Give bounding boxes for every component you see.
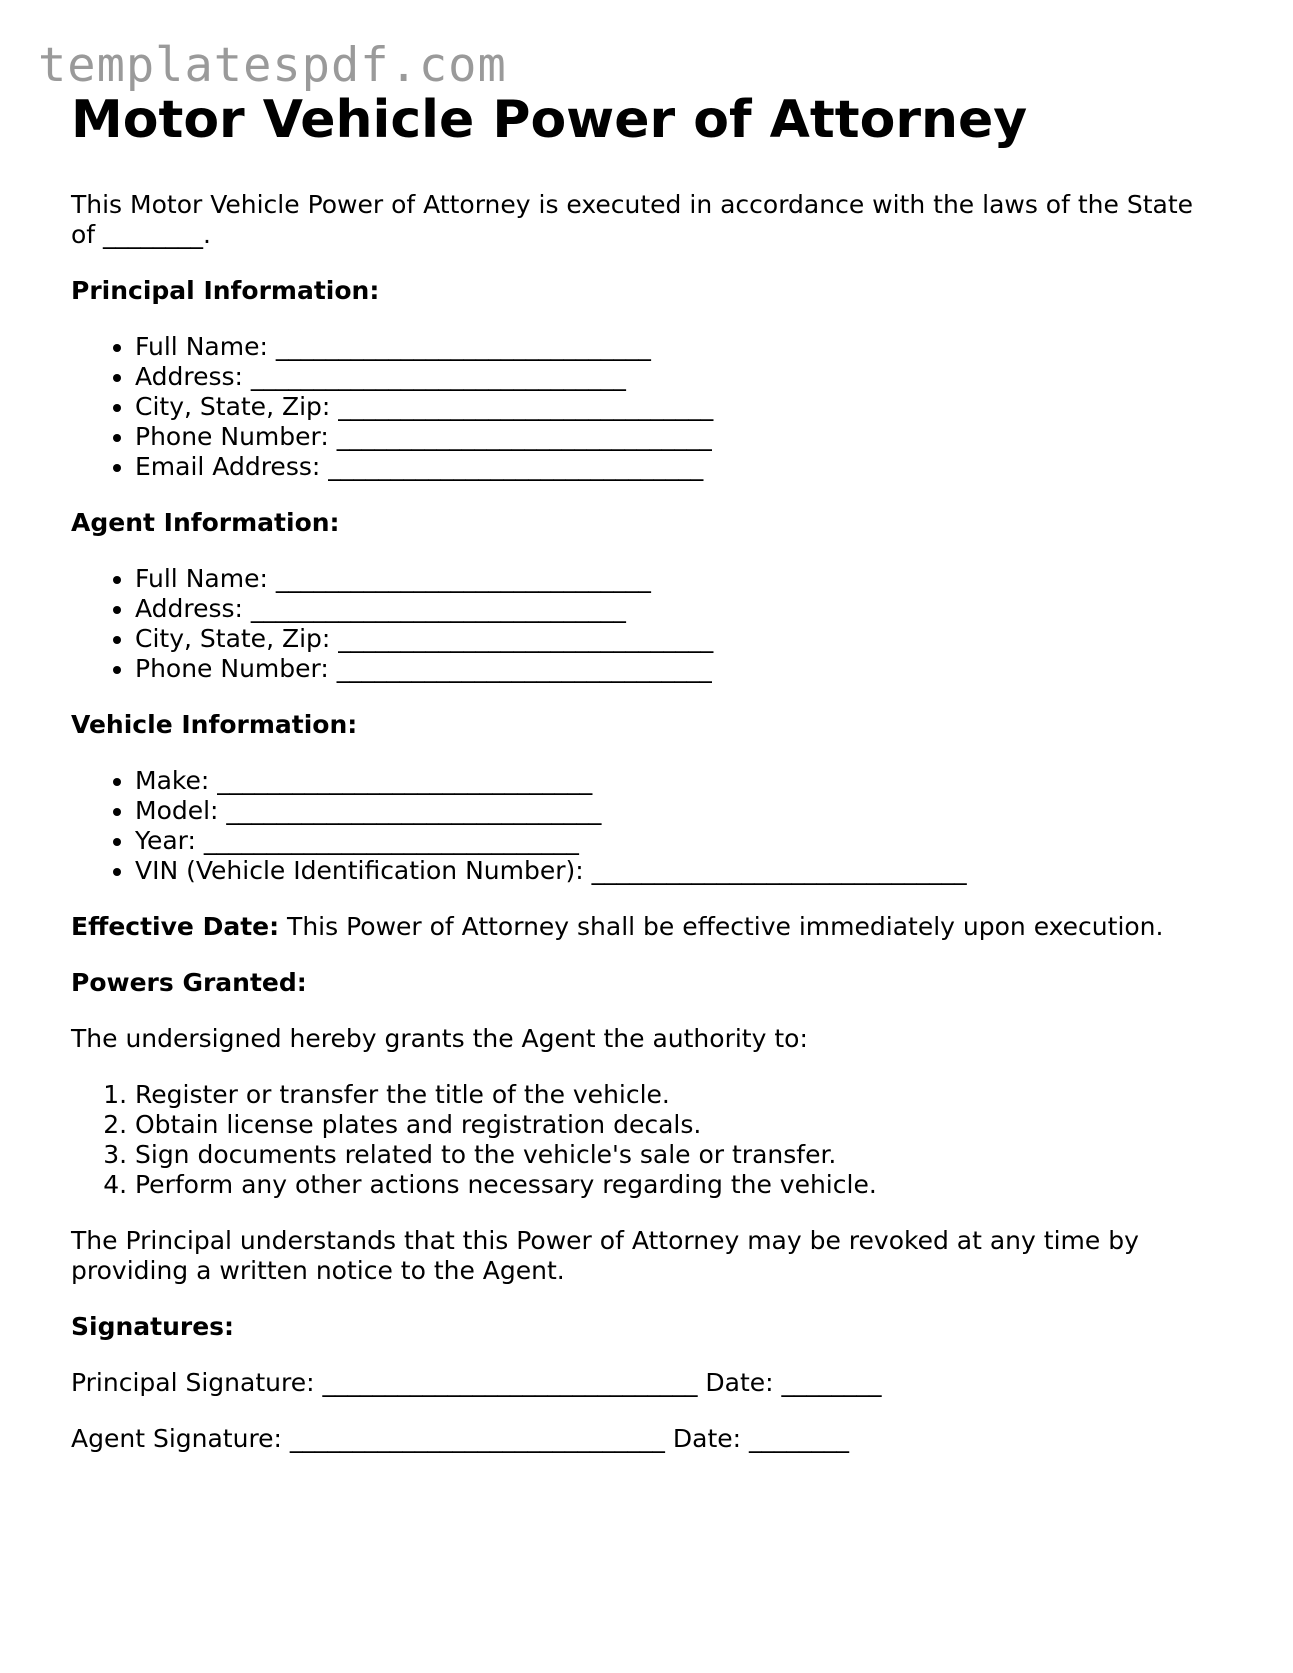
power-item: 4. Perform any other actions necessary regarding the vehicle. [135,1170,1221,1200]
document-title: Motor Vehicle Power of Attorney [71,90,1028,150]
agent-fields-list [71,564,1221,684]
watermark-text: templatespdf.com [38,38,507,93]
agent-city-state-zip-field: • City, State, Zip: ______________________________ [135,624,1221,654]
agent-heading: Agent Information: [71,508,340,537]
power-item: 3. Sign documents related to the vehicle's sale or transfer. [135,1140,1221,1170]
vehicle-vin-field: • VIN (Vehicle Identification Number): ______________________________ [135,856,1221,886]
agent-address-field: • Address: ______________________________ [135,594,1221,624]
principal-fields-list [71,332,1221,482]
principal-address-field: • Address: ______________________________ [135,362,1221,392]
effective-date-label: Effective Date: [71,912,280,941]
principal-phone-field: • Phone Number: ______________________________ [135,422,1221,452]
signatures-heading: Signatures: [71,1312,235,1341]
powers-list [71,1080,1221,1200]
vehicle-year-field: • Year: ______________________________ [135,826,1221,856]
principal-heading: Principal Information: [71,276,380,305]
principal-signature-line: Principal Signature: ______________________________ Date: ________ [71,1368,882,1397]
power-item: 1. Register or transfer the title of the vehicle. [135,1080,1221,1110]
agent-full-name-field: • Full Name: ______________________________ [135,564,1221,594]
intro-paragraph: This Motor Vehicle Power of Attorney is executed in accordance with the laws of the State of ________. [71,190,1193,249]
document-body [71,88,1221,1480]
principal-email-field: • Email Address: ______________________________ [135,452,1221,482]
vehicle-make-field: • Make: ______________________________ [135,766,1221,796]
agent-signature-line: Agent Signature: ______________________________ Date: ________ [71,1424,849,1453]
vehicle-model-field: • Model: ______________________________ [135,796,1221,826]
principal-full-name-field: • Full Name: ______________________________ [135,332,1221,362]
effective-date-text: This Power of Attorney shall be effective immediately upon execution. [279,912,1164,941]
principal-city-state-zip-field: • City, State, Zip: ______________________________ [135,392,1221,422]
powers-intro: The undersigned hereby grants the Agent the authority to: [71,1024,808,1053]
vehicle-fields-list [71,766,1221,886]
effective-date-paragraph [71,912,1221,942]
vehicle-heading: Vehicle Information: [71,710,358,739]
powers-heading: Powers Granted: [71,968,307,997]
agent-phone-field: • Phone Number: ______________________________ [135,654,1221,684]
revocation-paragraph: The Principal understands that this Power of Attorney may be revoked at any time by providing a written notice to the Agent. [71,1226,1139,1285]
power-item: 2. Obtain license plates and registration decals. [135,1110,1221,1140]
